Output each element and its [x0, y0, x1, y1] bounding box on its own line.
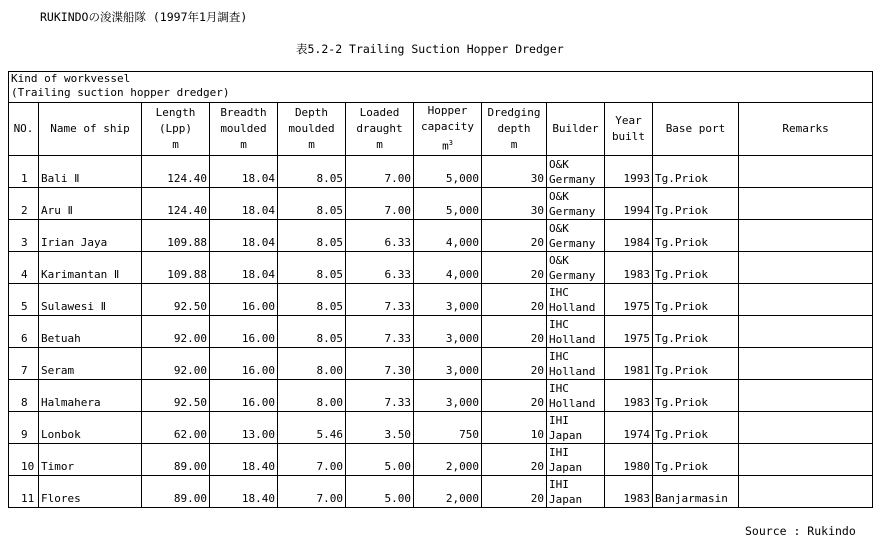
table-caption: 表5.2-2 Trailing Suction Hopper Dredger: [296, 42, 564, 56]
cell-hopper: 3,000: [414, 348, 482, 380]
cell-draught: 5.00: [346, 476, 414, 508]
header-length: Length (Lpp) m: [142, 103, 210, 156]
cell-remarks: [739, 476, 873, 508]
cell-hopper: 5,000: [414, 188, 482, 220]
cell-name: Karimantan Ⅱ: [39, 252, 142, 284]
table-row: [9, 284, 873, 316]
cell-hopper: 3,000: [414, 316, 482, 348]
cell-port: Tg.Priok: [653, 284, 739, 316]
cell-length: 124.40: [142, 188, 210, 220]
header-name: Name of ship: [39, 103, 142, 156]
cell-remarks: [739, 316, 873, 348]
cell-breadth: 18.04: [210, 252, 278, 284]
cell-year: 1975: [605, 284, 653, 316]
cell-no: 6: [9, 316, 39, 348]
header-dredging: Dredging depth m: [482, 103, 547, 156]
header-remarks: Remarks: [739, 103, 873, 156]
cell-remarks: [739, 188, 873, 220]
table-row: [9, 412, 873, 444]
cell-builder: O&K Germany: [547, 252, 605, 284]
header-builder: Builder: [547, 103, 605, 156]
header-port: Base port: [653, 103, 739, 156]
cell-hopper: 3,000: [414, 380, 482, 412]
cell-hopper: 5,000: [414, 156, 482, 188]
cell-depth: 8.05: [278, 188, 346, 220]
cell-length: 109.88: [142, 220, 210, 252]
cell-year: 1984: [605, 220, 653, 252]
header-draught: Loaded draught m: [346, 103, 414, 156]
cell-remarks: [739, 252, 873, 284]
cell-depth: 7.00: [278, 476, 346, 508]
cell-length: 62.00: [142, 412, 210, 444]
cell-builder: IHI Japan: [547, 444, 605, 476]
cell-builder: IHC Holland: [547, 316, 605, 348]
table-row: [9, 444, 873, 476]
cell-port: Tg.Priok: [653, 156, 739, 188]
table-row: [9, 220, 873, 252]
table-row: [9, 316, 873, 348]
header-year: Year built: [605, 103, 653, 156]
cell-no: 7: [9, 348, 39, 380]
header-no: NO.: [9, 103, 39, 156]
cell-year: 1974: [605, 412, 653, 444]
cell-breadth: 16.00: [210, 348, 278, 380]
cell-port: Banjarmasin: [653, 476, 739, 508]
source-note: Source : Rukindo: [745, 524, 856, 538]
cell-depth: 8.05: [278, 156, 346, 188]
cell-hopper: 4,000: [414, 252, 482, 284]
cell-breadth: 16.00: [210, 316, 278, 348]
cell-no: 11: [9, 476, 39, 508]
dredger-table: [8, 71, 873, 508]
cell-draught: 3.50: [346, 412, 414, 444]
cell-dredging: 20: [482, 444, 547, 476]
cell-dredging: 20: [482, 316, 547, 348]
table-row: [9, 348, 873, 380]
cell-builder: IHI Japan: [547, 412, 605, 444]
cell-dredging: 20: [482, 348, 547, 380]
cell-remarks: [739, 284, 873, 316]
cell-breadth: 13.00: [210, 412, 278, 444]
cell-depth: 5.46: [278, 412, 346, 444]
cell-dredging: 30: [482, 156, 547, 188]
table-row: [9, 188, 873, 220]
kind-value: (Trailing suction hopper dredger): [11, 86, 230, 99]
cell-dredging: 20: [482, 220, 547, 252]
cell-hopper: 4,000: [414, 220, 482, 252]
cell-depth: 8.05: [278, 252, 346, 284]
cell-no: 2: [9, 188, 39, 220]
cell-year: 1983: [605, 476, 653, 508]
cell-length: 124.40: [142, 156, 210, 188]
cell-port: Tg.Priok: [653, 220, 739, 252]
cell-year: 1993: [605, 156, 653, 188]
header-depth: Depth moulded m: [278, 103, 346, 156]
cell-draught: 7.00: [346, 156, 414, 188]
cell-name: Aru Ⅱ: [39, 188, 142, 220]
cell-name: Lonbok: [39, 412, 142, 444]
cell-port: Tg.Priok: [653, 412, 739, 444]
cell-port: Tg.Priok: [653, 188, 739, 220]
cell-name: Flores: [39, 476, 142, 508]
header-hopper: Hopper capacity $m^3$: [414, 103, 482, 156]
cell-year: 1975: [605, 316, 653, 348]
cell-dredging: 20: [482, 380, 547, 412]
kind-of-workvessel-cell: [9, 72, 873, 103]
table-row: [9, 380, 873, 412]
cell-length: 92.00: [142, 348, 210, 380]
cell-draught: 7.00: [346, 188, 414, 220]
cell-remarks: [739, 380, 873, 412]
cell-remarks: [739, 348, 873, 380]
cell-draught: 7.33: [346, 380, 414, 412]
cell-dredging: 20: [482, 252, 547, 284]
cell-depth: 7.00: [278, 444, 346, 476]
document-heading: RUKINDOの浚渫船隊 (1997年1月調査): [40, 10, 248, 24]
cell-depth: 8.05: [278, 316, 346, 348]
cell-remarks: [739, 156, 873, 188]
cell-draught: 7.33: [346, 316, 414, 348]
cell-depth: 8.00: [278, 380, 346, 412]
cell-year: 1994: [605, 188, 653, 220]
cell-breadth: 18.04: [210, 220, 278, 252]
cell-year: 1983: [605, 380, 653, 412]
cell-name: Sulawesi Ⅱ: [39, 284, 142, 316]
cell-builder: O&K Germany: [547, 188, 605, 220]
cell-port: Tg.Priok: [653, 348, 739, 380]
cell-length: 92.00: [142, 316, 210, 348]
cell-hopper: 2,000: [414, 444, 482, 476]
cell-depth: 8.05: [278, 284, 346, 316]
cell-hopper: 750: [414, 412, 482, 444]
cell-name: Betuah: [39, 316, 142, 348]
cell-builder: O&K Germany: [547, 156, 605, 188]
cell-dredging: 30: [482, 188, 547, 220]
cell-breadth: 18.04: [210, 188, 278, 220]
cell-dredging: 20: [482, 284, 547, 316]
cell-builder: IHI Japan: [547, 476, 605, 508]
cell-port: Tg.Priok: [653, 380, 739, 412]
cell-no: 4: [9, 252, 39, 284]
cell-draught: 6.33: [346, 252, 414, 284]
header-breadth: Breadth moulded m: [210, 103, 278, 156]
cell-remarks: [739, 412, 873, 444]
table-row: [9, 476, 873, 508]
cell-length: 92.50: [142, 380, 210, 412]
cell-depth: 8.05: [278, 220, 346, 252]
cell-remarks: [739, 220, 873, 252]
cell-draught: 6.33: [346, 220, 414, 252]
cell-builder: IHC Holland: [547, 348, 605, 380]
cell-length: 92.50: [142, 284, 210, 316]
cell-port: Tg.Priok: [653, 444, 739, 476]
cell-remarks: [739, 444, 873, 476]
cell-no: 10: [9, 444, 39, 476]
cell-year: 1980: [605, 444, 653, 476]
cell-no: 8: [9, 380, 39, 412]
cell-hopper: 3,000: [414, 284, 482, 316]
cell-depth: 8.00: [278, 348, 346, 380]
cell-port: Tg.Priok: [653, 316, 739, 348]
cell-breadth: 16.00: [210, 380, 278, 412]
cell-name: Timor: [39, 444, 142, 476]
cell-length: 109.88: [142, 252, 210, 284]
cell-year: 1983: [605, 252, 653, 284]
cell-draught: 7.30: [346, 348, 414, 380]
cell-port: Tg.Priok: [653, 252, 739, 284]
cell-builder: O&K Germany: [547, 220, 605, 252]
cell-year: 1981: [605, 348, 653, 380]
cell-no: 3: [9, 220, 39, 252]
cell-breadth: 18.40: [210, 476, 278, 508]
cell-breadth: 18.40: [210, 444, 278, 476]
cell-name: Bali Ⅱ: [39, 156, 142, 188]
cell-dredging: 20: [482, 476, 547, 508]
cell-draught: 5.00: [346, 444, 414, 476]
cell-dredging: 10: [482, 412, 547, 444]
table-row: [9, 156, 873, 188]
cell-draught: 7.33: [346, 284, 414, 316]
cell-length: 89.00: [142, 444, 210, 476]
cell-length: 89.00: [142, 476, 210, 508]
cell-no: 9: [9, 412, 39, 444]
cell-breadth: 18.04: [210, 156, 278, 188]
cell-name: Seram: [39, 348, 142, 380]
cell-name: Irian Jaya: [39, 220, 142, 252]
header-row: [9, 103, 873, 156]
cell-no: 5: [9, 284, 39, 316]
kind-label: Kind of workvessel: [11, 72, 131, 85]
cell-name: Halmahera: [39, 380, 142, 412]
cell-breadth: 16.00: [210, 284, 278, 316]
cell-no: 1: [9, 156, 39, 188]
table-row: [9, 252, 873, 284]
cell-hopper: 2,000: [414, 476, 482, 508]
cell-builder: IHC Holland: [547, 380, 605, 412]
cell-builder: IHC Holland: [547, 284, 605, 316]
